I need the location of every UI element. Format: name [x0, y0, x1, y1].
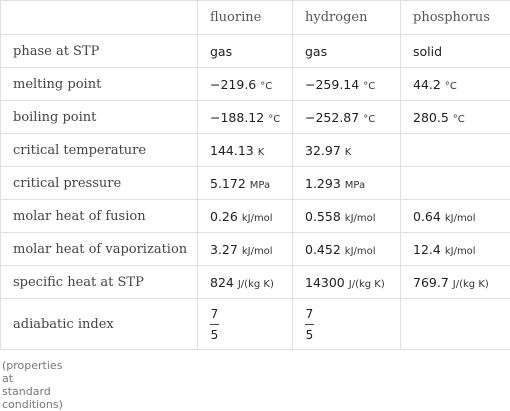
value-unit: °C — [453, 114, 465, 125]
value-number: 44.2 — [413, 77, 441, 92]
value-cell-hydrogen — [293, 35, 401, 68]
fraction — [305, 307, 314, 342]
value-cell-fluorine — [198, 134, 293, 167]
value-unit: °C — [363, 81, 375, 92]
row-label: specific heat at STP — [1, 266, 198, 299]
corner-cell — [1, 1, 198, 35]
value-cell-phosphorus — [401, 68, 510, 101]
value-number: 280.5 — [413, 110, 449, 125]
value-unit: J/(kg K) — [453, 279, 489, 290]
value-unit: K — [258, 147, 265, 158]
value-number: gas — [305, 44, 327, 59]
value-cell-fluorine — [198, 167, 293, 200]
value-unit: °C — [445, 81, 457, 92]
table-row-specific-heat-at-stp — [1, 266, 510, 299]
value-unit: kJ/mol — [242, 213, 273, 224]
table-row-critical-temperature — [1, 134, 510, 167]
table-row-phase-at-stp — [1, 35, 510, 68]
value-number: 3.27 — [210, 242, 238, 257]
header-row — [1, 1, 510, 35]
value-cell-fluorine — [198, 101, 293, 134]
value-number: 824 — [210, 275, 234, 290]
value-unit: kJ/mol — [345, 213, 376, 224]
fraction-bar — [210, 324, 219, 325]
table-row-molar-heat-of-fusion — [1, 200, 510, 233]
row-label: phase at STP — [1, 35, 198, 68]
value-number: 0.452 — [305, 242, 341, 257]
value-unit: J/(kg K) — [238, 279, 274, 290]
value-number: −252.87 — [305, 110, 359, 125]
value-cell-phosphorus — [401, 35, 510, 68]
value-cell-hydrogen — [293, 101, 401, 134]
value-cell-fluorine — [198, 233, 293, 266]
table-row-melting-point — [1, 68, 510, 101]
table-row-critical-pressure — [1, 167, 510, 200]
value-unit: J/(kg K) — [349, 279, 385, 290]
row-label: molar heat of fusion — [1, 200, 198, 233]
row-label: critical pressure — [1, 167, 198, 200]
value-unit: kJ/mol — [445, 213, 476, 224]
value-number: 32.97 — [305, 143, 341, 158]
value-cell-hydrogen — [293, 233, 401, 266]
value-unit: °C — [260, 81, 272, 92]
value-cell-phosphorus — [401, 200, 510, 233]
column-header-phosphorus: phosphorus — [401, 1, 510, 35]
value-number: 5.172 — [210, 176, 246, 191]
value-number: gas — [210, 44, 232, 59]
value-unit: °C — [363, 114, 375, 125]
value-cell-phosphorus — [401, 266, 510, 299]
value-cell-fluorine — [198, 266, 293, 299]
value-cell-fluorine — [198, 35, 293, 68]
value-unit: K — [345, 147, 352, 158]
value-number: 12.4 — [413, 242, 441, 257]
value-unit: MPa — [250, 180, 270, 191]
value-number: 144.13 — [210, 143, 254, 158]
value-unit: MPa — [345, 180, 365, 191]
fraction-numerator: 7 — [211, 307, 219, 321]
value-number: 769.7 — [413, 275, 449, 290]
value-cell-phosphorus — [401, 299, 510, 350]
value-cell-hydrogen — [293, 134, 401, 167]
row-label: adiabatic index — [1, 299, 198, 350]
fraction-numerator: 7 — [306, 307, 314, 321]
value-cell-hydrogen — [293, 299, 401, 350]
fraction-bar — [305, 324, 314, 325]
value-number: 0.64 — [413, 209, 441, 224]
row-label: boiling point — [1, 101, 198, 134]
value-cell-hydrogen — [293, 68, 401, 101]
value-unit: kJ/mol — [445, 246, 476, 257]
value-cell-hydrogen — [293, 266, 401, 299]
value-cell-fluorine — [198, 68, 293, 101]
value-cell-phosphorus — [401, 167, 510, 200]
value-cell-hydrogen — [293, 200, 401, 233]
value-cell-phosphorus — [401, 233, 510, 266]
column-header-hydrogen: hydrogen — [293, 1, 401, 35]
table-row-boiling-point — [1, 101, 510, 134]
value-number: 0.26 — [210, 209, 238, 224]
row-label: molar heat of vaporization — [1, 233, 198, 266]
value-number: −259.14 — [305, 77, 359, 92]
row-label: melting point — [1, 68, 198, 101]
fraction-denominator: 5 — [306, 328, 314, 342]
value-unit: kJ/mol — [345, 246, 376, 257]
value-number: 0.558 — [305, 209, 341, 224]
value-cell-phosphorus — [401, 134, 510, 167]
value-cell-hydrogen — [293, 167, 401, 200]
value-number: 1.293 — [305, 176, 341, 191]
table-row-adiabatic-index — [1, 299, 510, 350]
fraction — [210, 307, 219, 342]
value-number: solid — [413, 44, 442, 59]
value-cell-fluorine — [198, 299, 293, 350]
column-header-fluorine: fluorine — [198, 1, 293, 35]
row-label: critical temperature — [1, 134, 198, 167]
value-number: −219.6 — [210, 77, 256, 92]
value-number: −188.12 — [210, 110, 264, 125]
value-number: 14300 — [305, 275, 345, 290]
footnote: (properties at standard conditions) — [2, 359, 63, 411]
value-cell-phosphorus — [401, 101, 510, 134]
value-unit: kJ/mol — [242, 246, 273, 257]
table-row-molar-heat-of-vaporization — [1, 233, 510, 266]
fraction-denominator: 5 — [211, 328, 219, 342]
value-cell-fluorine — [198, 200, 293, 233]
value-unit: °C — [268, 114, 280, 125]
